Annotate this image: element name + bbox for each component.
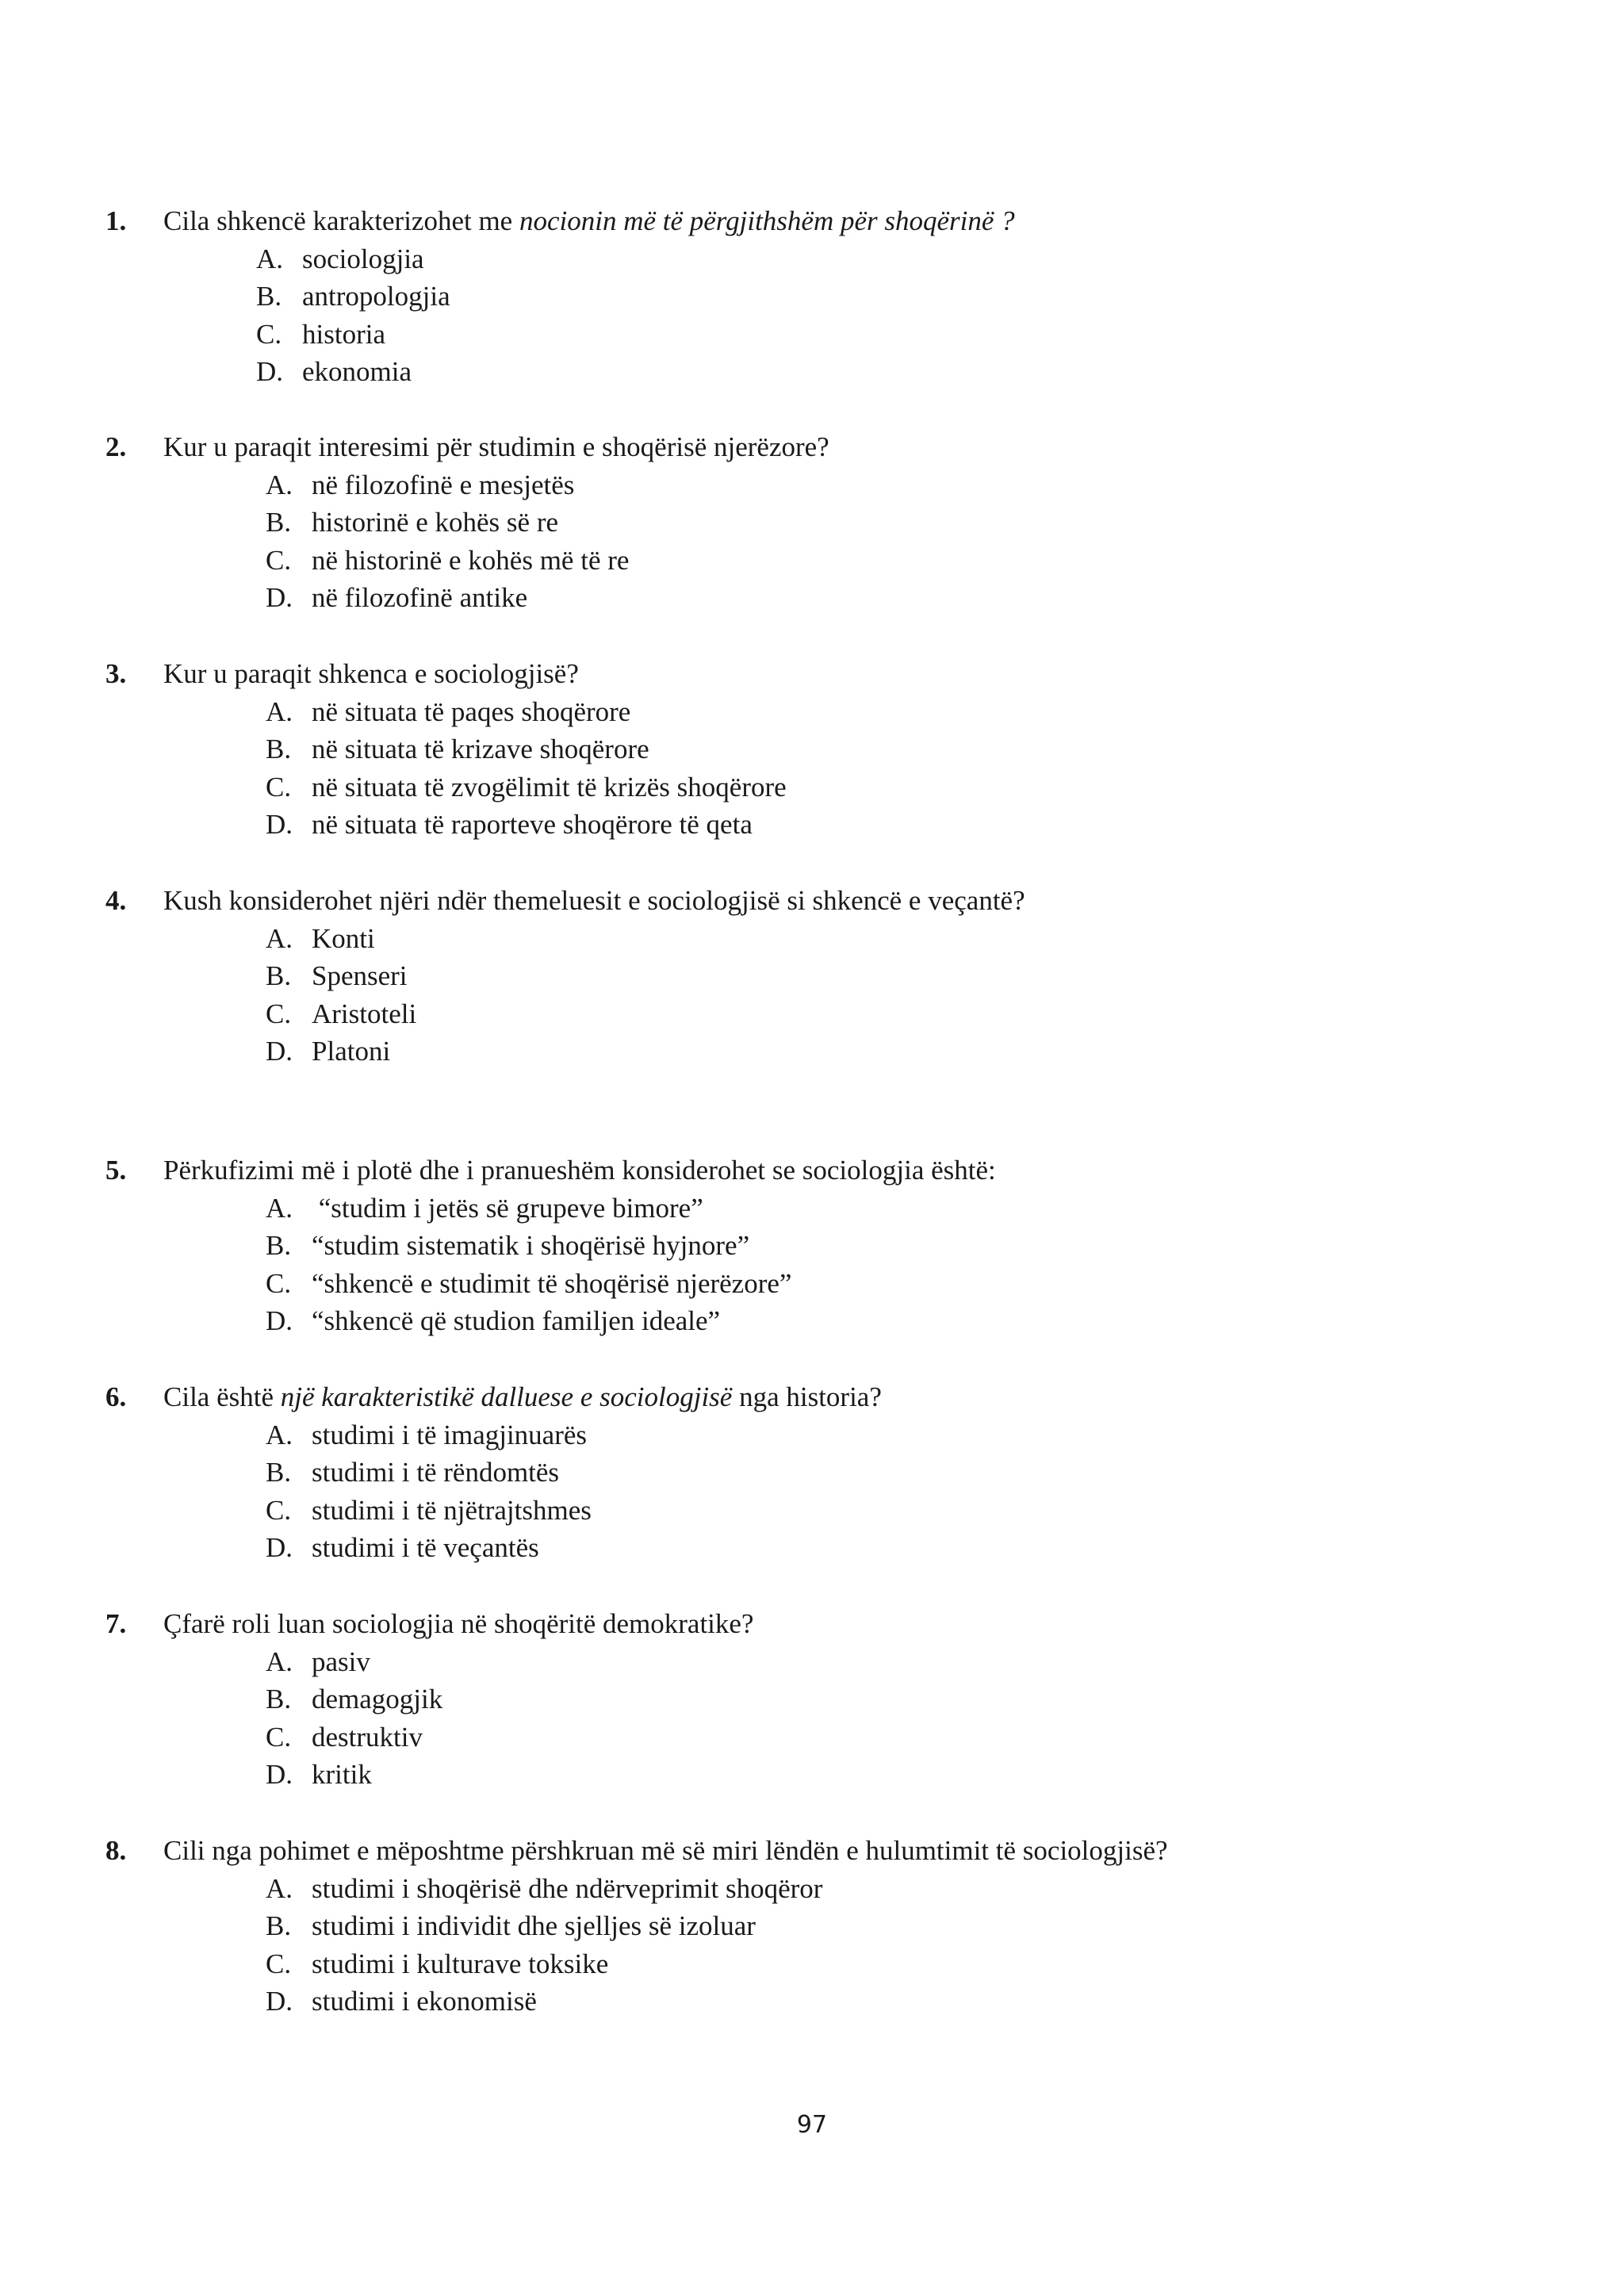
question-number: 2. xyxy=(105,431,127,462)
question-text-segment: Çfarë roli luan sociologjia në shoqëritë demokratike? xyxy=(163,1608,754,1639)
answer-option-letter: B. xyxy=(266,1457,292,1488)
answer-option-text: në filozofinë antike xyxy=(312,582,528,613)
answer-option-letter: D. xyxy=(266,1986,293,2017)
answer-option-letter: A. xyxy=(266,1419,293,1450)
answer-option-text: “studim i jetës së grupeve bimore” xyxy=(312,1192,703,1224)
question-line xyxy=(0,1151,1624,1190)
question-text-italic: nocionin më të përgjithshëm për shoqërinë ? xyxy=(519,205,1015,236)
answer-option-text: studimi i të rëndomtës xyxy=(312,1457,560,1488)
answer-option-text: në situata të paqes shoqërore xyxy=(312,695,631,727)
page-number: 97 xyxy=(796,2111,828,2139)
answer-option-letter: B. xyxy=(266,1910,292,1941)
question-text xyxy=(163,1151,996,1190)
answer-option-letter: A. xyxy=(256,243,284,274)
answer-option-letter: B. xyxy=(266,507,292,538)
answer-option-text: destruktiv xyxy=(312,1721,423,1753)
answer-option-letter: A. xyxy=(266,695,293,727)
question-line xyxy=(0,428,1624,466)
answer-option-letter: B. xyxy=(256,281,282,312)
question-line xyxy=(0,202,1624,240)
question-number: 8. xyxy=(105,1835,127,1866)
answer-option-text: Konti xyxy=(312,922,375,954)
answer-option-text: studimi i ekonomisë xyxy=(312,1986,537,2017)
answer-option-letter: A. xyxy=(266,922,293,954)
question-text xyxy=(163,202,1015,240)
answer-option-letter: D. xyxy=(266,582,293,613)
answer-option-text: Aristoteli xyxy=(312,998,417,1029)
answer-option-text: demagogjik xyxy=(312,1684,443,1714)
answer-option-text: në situata të raporteve shoqërore të qeta xyxy=(312,809,753,840)
question-number: 5. xyxy=(105,1155,127,1186)
answer-option-text: pasiv xyxy=(312,1645,370,1677)
question-line xyxy=(0,1832,1624,1870)
answer-option-letter: C. xyxy=(266,998,292,1029)
answer-option-text: studimi i të veçantës xyxy=(312,1532,539,1563)
answer-option-letter: C. xyxy=(266,1721,292,1753)
answer-option-text: studimi i kulturave toksike xyxy=(312,1948,609,1979)
answer-option-text: studimi i shoqërisë dhe ndërveprimit shoqëror xyxy=(312,1872,823,1904)
question-line xyxy=(0,1605,1624,1643)
answer-option-letter: C. xyxy=(266,771,292,803)
answer-option-text: në historinë e kohës më të re xyxy=(312,544,630,576)
question-text xyxy=(163,1832,1168,1870)
answer-option-letter: A. xyxy=(266,1872,293,1904)
answer-option-text: në filozofinë e mesjetës xyxy=(312,469,575,500)
answer-option-text: Spenseri xyxy=(312,960,408,991)
answer-option-text: Platoni xyxy=(312,1036,391,1067)
question-line xyxy=(0,655,1624,693)
answer-option-text: në situata të krizave shoqërore xyxy=(312,734,649,764)
question-text-segment: Cila shkencë karakterizohet me xyxy=(163,205,519,236)
answer-option-letter: D. xyxy=(266,1759,293,1790)
answer-option-text: “shkencë e studimit të shoqërisë njerëzore” xyxy=(312,1267,792,1299)
answer-option-text: historinë e kohës së re xyxy=(312,507,559,538)
question-number: 3. xyxy=(105,658,127,689)
question-text-segment: Cili nga pohimet e mëposhtme përshkruan më së miri lëndën e hulumtimit të sociologjisë? xyxy=(163,1835,1168,1866)
question-text-segment: nga historia? xyxy=(732,1381,882,1412)
question-text-segment: Kur u paraqit interesimi për studimin e shoqërisë njerëzore? xyxy=(163,431,829,462)
answer-option-letter: B. xyxy=(266,1230,292,1261)
answer-option-text: kritik xyxy=(312,1759,372,1790)
answer-option-letter: D. xyxy=(266,1036,293,1067)
answer-option-letter: B. xyxy=(266,960,292,991)
question-number: 6. xyxy=(105,1381,127,1412)
answer-option-letter: A. xyxy=(266,469,293,500)
answer-option-letter: C. xyxy=(266,544,292,576)
question-text xyxy=(163,428,829,466)
answer-option-letter: B. xyxy=(266,1684,292,1714)
answer-option-letter: D. xyxy=(266,809,293,840)
question-text-segment: Përkufizimi më i plotë dhe i pranueshëm konsiderohet se sociologjia është: xyxy=(163,1155,996,1186)
question-number: 7. xyxy=(105,1608,127,1639)
question-number: 1. xyxy=(105,205,127,236)
answer-option-text: “shkencë që studion familjen ideale” xyxy=(312,1305,721,1336)
answer-option-text: ekonomia xyxy=(302,356,412,387)
question-text-segment: Cila është xyxy=(163,1381,281,1412)
question-text xyxy=(163,1605,753,1643)
question-text-italic: një karakteristikë dalluese e sociologjisë xyxy=(280,1381,733,1412)
answer-option-text: studimi i individit dhe sjelljes së izoluar xyxy=(312,1910,756,1941)
answer-option-letter: D. xyxy=(266,1532,293,1563)
answer-option-letter: C. xyxy=(256,318,282,350)
answer-option-letter: C. xyxy=(266,1267,292,1299)
question-text xyxy=(163,655,579,693)
answer-option-text: antropologjia xyxy=(302,281,450,312)
answer-option-letter: C. xyxy=(266,1948,292,1979)
answer-option-letter: B. xyxy=(266,734,292,764)
answer-option-letter: D. xyxy=(266,1305,293,1336)
answer-option-text: sociologjia xyxy=(302,243,424,274)
question-text xyxy=(163,882,1025,920)
answer-option-letter: A. xyxy=(266,1645,293,1677)
answer-option-letter: D. xyxy=(256,356,284,387)
question-line xyxy=(0,1378,1624,1416)
answer-option-text: “studim sistematik i shoqërisë hyjnore” xyxy=(312,1230,750,1261)
question-line xyxy=(0,882,1624,920)
question-text-segment: Kur u paraqit shkenca e sociologjisë? xyxy=(163,658,579,689)
question-text xyxy=(163,1378,882,1416)
answer-option-text: historia xyxy=(302,318,385,350)
answer-option-text: studimi i të imagjinuarës xyxy=(312,1419,588,1450)
question-text-segment: Kush konsiderohet njëri ndër themeluesit e sociologjisë si shkencë e veçantë? xyxy=(163,885,1025,916)
answer-option-text: në situata të zvogëlimit të krizës shoqërore xyxy=(312,771,787,803)
answer-option-text: studimi i të njëtrajtshmes xyxy=(312,1494,592,1526)
answer-option-letter: C. xyxy=(266,1494,292,1526)
question-number: 4. xyxy=(105,885,127,916)
answer-option-letter: A. xyxy=(266,1192,293,1224)
